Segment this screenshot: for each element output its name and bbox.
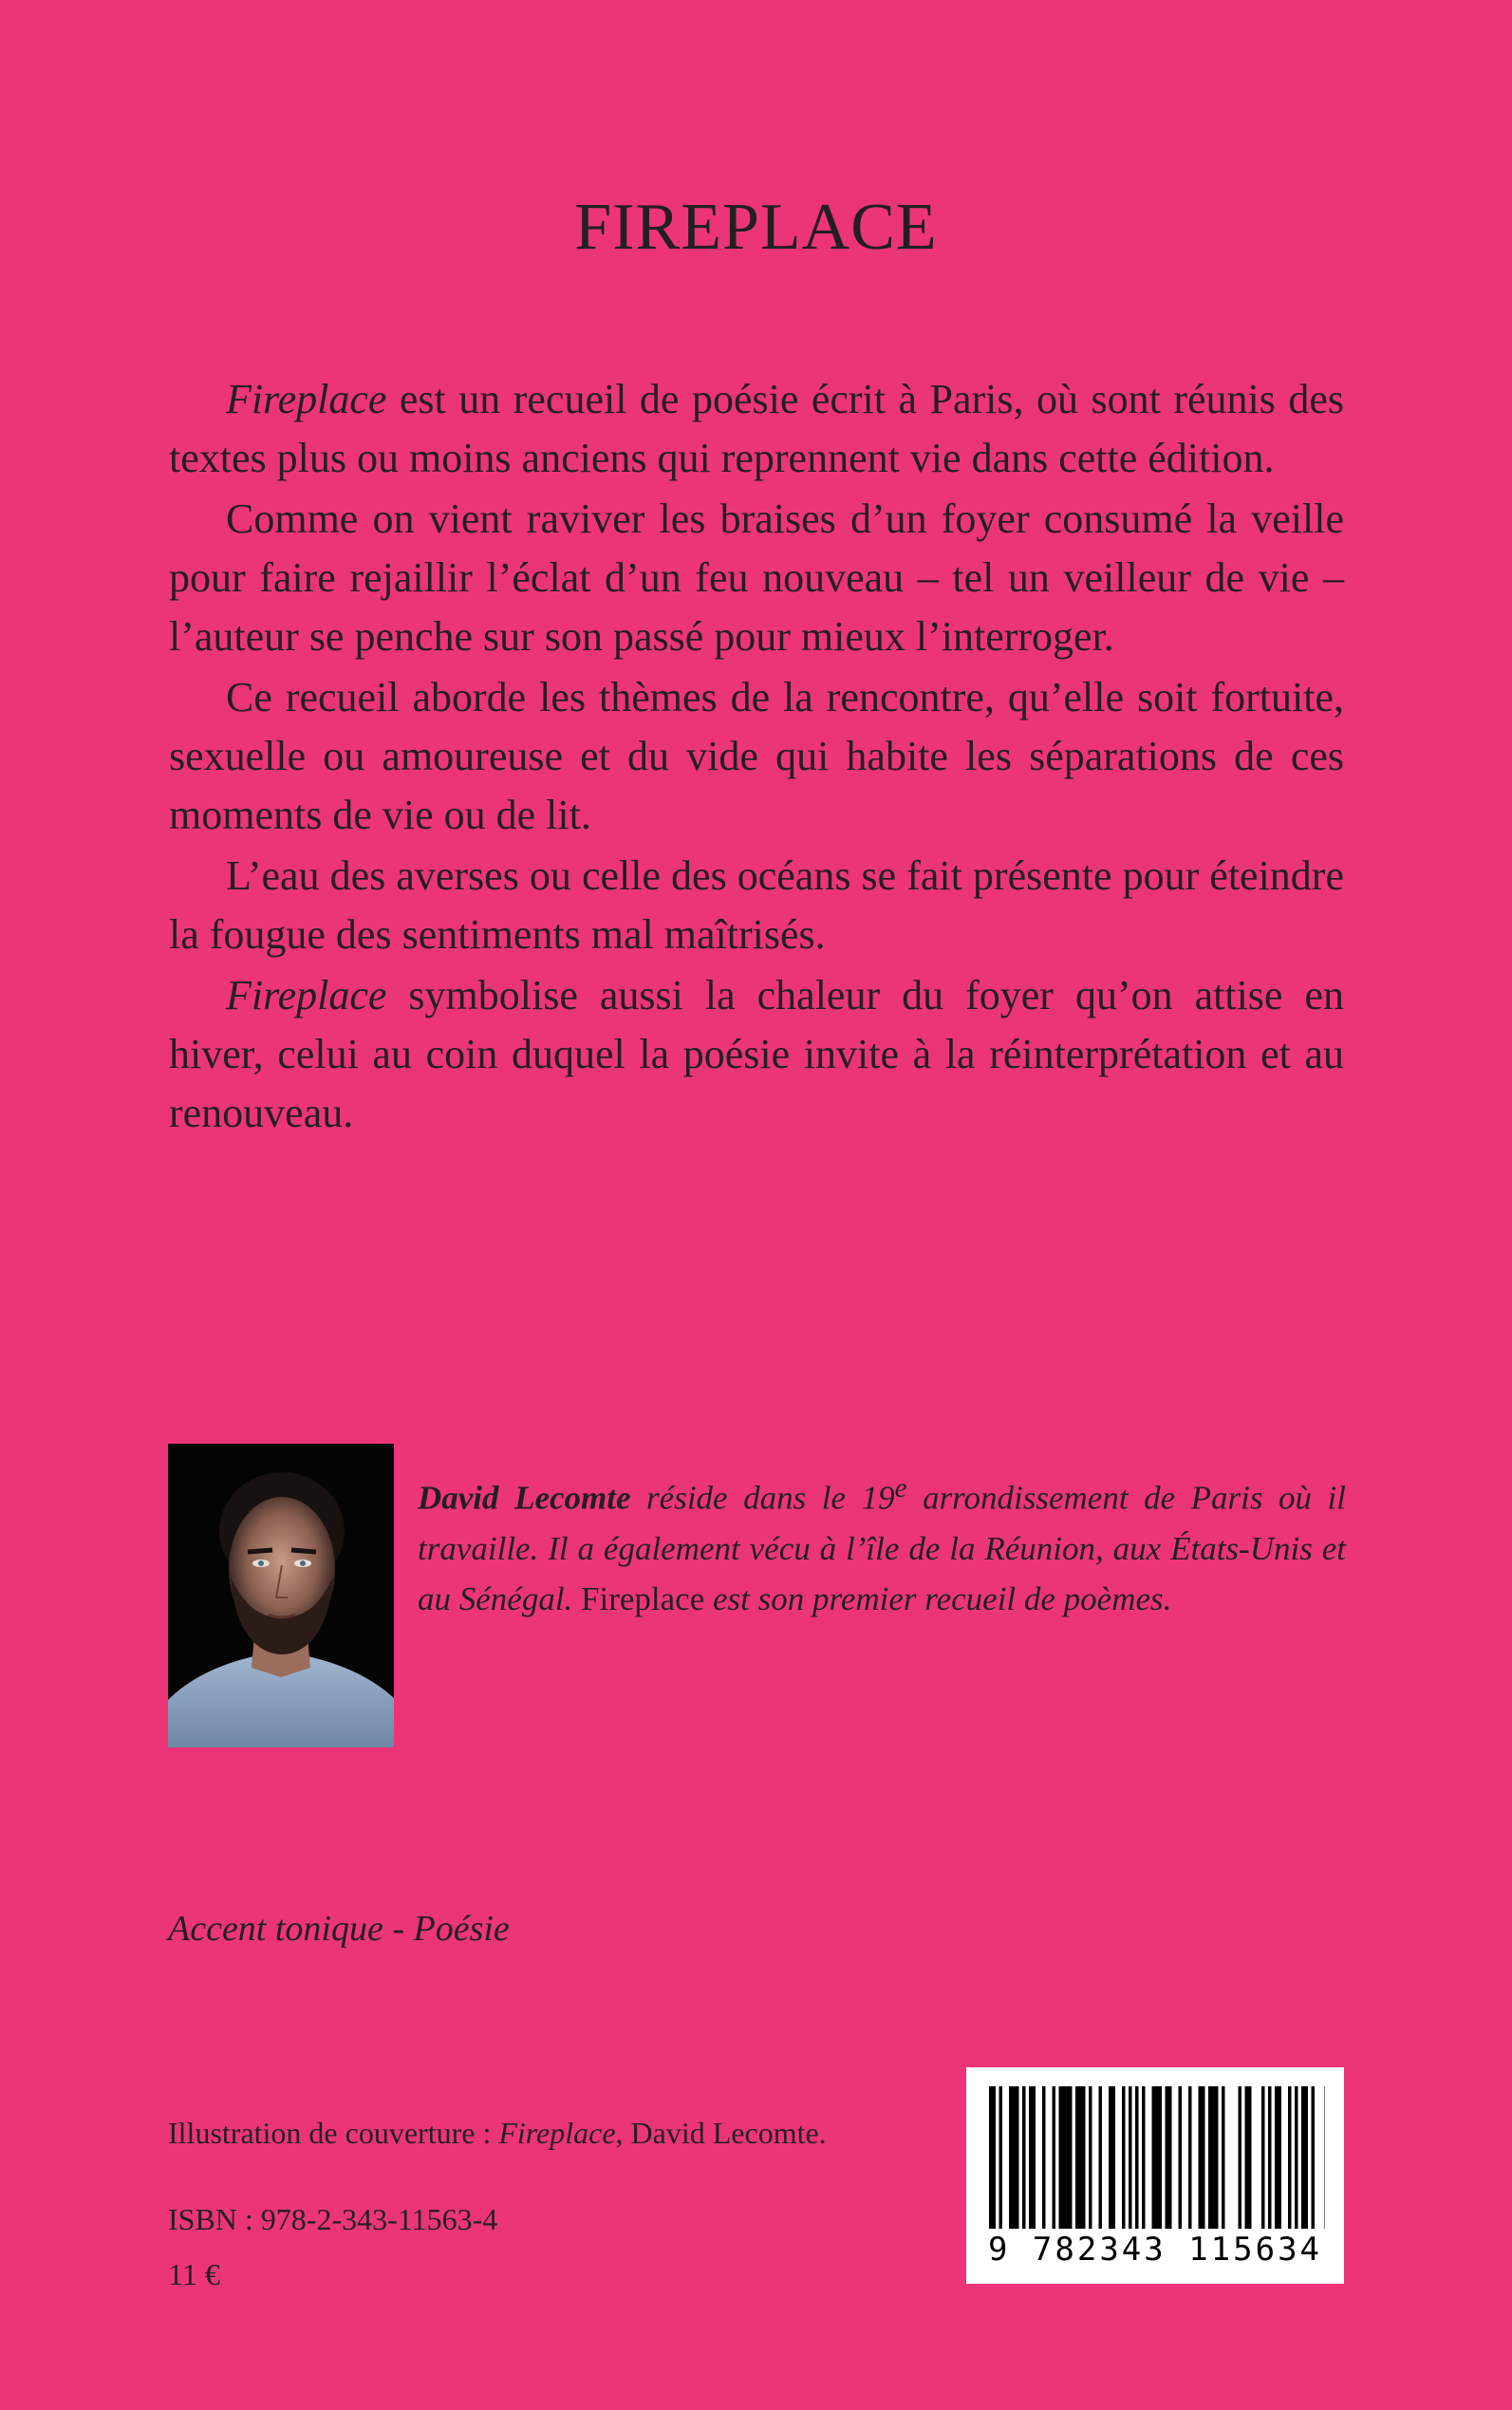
barcode-bar <box>1129 2086 1132 2229</box>
blurb-paragraph <box>169 370 1344 488</box>
back-cover-blurb <box>169 370 1344 1145</box>
blurb-text: symbolise aussi la chaleur du foyer qu’on attise en hiver, celui au coin duquel la poésie invite à la réinterprétation et au renouveau. <box>169 972 1344 1136</box>
barcode-bar <box>1022 2086 1026 2229</box>
barcode-bar <box>1029 2086 1036 2229</box>
blurb-title-italic: Fireplace <box>226 376 387 422</box>
credit-prefix: Illustration de couverture : <box>168 2116 499 2150</box>
blurb-paragraph: Comme on vient raviver les braises d’un foyer consumé la veille pour faire rejaillir l’éclat d’un feu nouveau – tel un veilleur de vie – l’auteur se penche sur son passé pour mieux l’interroger. <box>169 495 1344 660</box>
barcode-bar <box>1009 2086 1019 2229</box>
blurb-paragraph <box>169 966 1344 1143</box>
blurb-title-italic: Fireplace <box>226 972 387 1018</box>
barcode-bar <box>989 2086 996 2229</box>
barcode-bar <box>1089 2086 1092 2229</box>
barcode-bar <box>1312 2086 1316 2229</box>
barcode-bar <box>1122 2086 1126 2229</box>
barcode-digits: 9 782343 115634 <box>987 2231 1323 2269</box>
bio-book-title: Fireplace <box>581 1579 705 1617</box>
price: 11 € <box>168 2257 220 2291</box>
cover-illustration-credit <box>168 2116 827 2151</box>
barcode-bar <box>1042 2086 1046 2229</box>
barcode-bar <box>1142 2086 1146 2229</box>
collection-name: Accent tonique - Poésie <box>168 1909 510 1949</box>
barcode-bar <box>1295 2086 1298 2229</box>
bio-text: est son premier recueil de poèmes. <box>704 1579 1172 1617</box>
barcode-bar <box>1075 2086 1086 2229</box>
blurb-paragraph: L’eau des averses ou celle des océans se fait présente pour éteindre la fougue des sentiments mal maîtrisés. <box>169 852 1344 958</box>
bio-text: réside dans le 19 <box>630 1479 895 1517</box>
barcode-bars <box>985 2086 1325 2229</box>
barcode-bar <box>1199 2086 1205 2229</box>
book-title: FIREPLACE <box>574 191 938 264</box>
author-photo <box>168 1444 394 1747</box>
barcode-bar <box>999 2086 1003 2229</box>
credit-work: Fireplace <box>498 2116 616 2150</box>
barcode-bar <box>1179 2086 1183 2229</box>
barcode-bar <box>1239 2086 1242 2229</box>
barcode-bar <box>1109 2086 1115 2229</box>
barcode <box>966 2067 1344 2284</box>
bio-superscript: e <box>894 1473 907 1504</box>
barcode-bar <box>1135 2086 1139 2229</box>
barcode-bar <box>1188 2086 1192 2229</box>
barcode-bar <box>1288 2086 1292 2229</box>
bio-text: arrondissement de Paris où il travaille. Il a également vécu à l’île de la Réunion, aux États-Unis et au Sénégal. <box>418 1479 1347 1617</box>
isbn: ISBN : 978-2-343-11563-4 <box>168 2202 498 2236</box>
barcode-bar <box>1053 2086 1056 2229</box>
barcode-bar <box>1059 2086 1073 2229</box>
barcode-bar <box>1208 2086 1219 2229</box>
blurb-text: est un recueil de poésie écrit à Paris, où sont réunis des textes plus ou moins anciens qui reprennent vie dans cette édition. <box>169 376 1344 481</box>
barcode-bar <box>1245 2086 1252 2229</box>
barcode-bar <box>1261 2086 1265 2229</box>
barcode-bar <box>1325 2086 1326 2229</box>
barcode-bar <box>1222 2086 1225 2229</box>
barcode-bar <box>1099 2086 1103 2229</box>
barcode-bar <box>1152 2086 1163 2229</box>
barcode-bar <box>1268 2086 1272 2229</box>
barcode-bar <box>1166 2086 1172 2229</box>
barcode-bar <box>1275 2086 1281 2229</box>
barcode-bar <box>1301 2086 1308 2229</box>
author-name: David Lecomte <box>418 1479 631 1517</box>
blurb-paragraph: Ce recueil aborde les thèmes de la rencontre, qu’elle soit fortuite, sexuelle ou amoureuse et du vide qui habite les séparations de ces moments de vie ou de lit. <box>169 674 1344 838</box>
author-bio <box>418 1464 1346 1624</box>
credit-suffix: , David Lecomte. <box>615 2116 827 2150</box>
